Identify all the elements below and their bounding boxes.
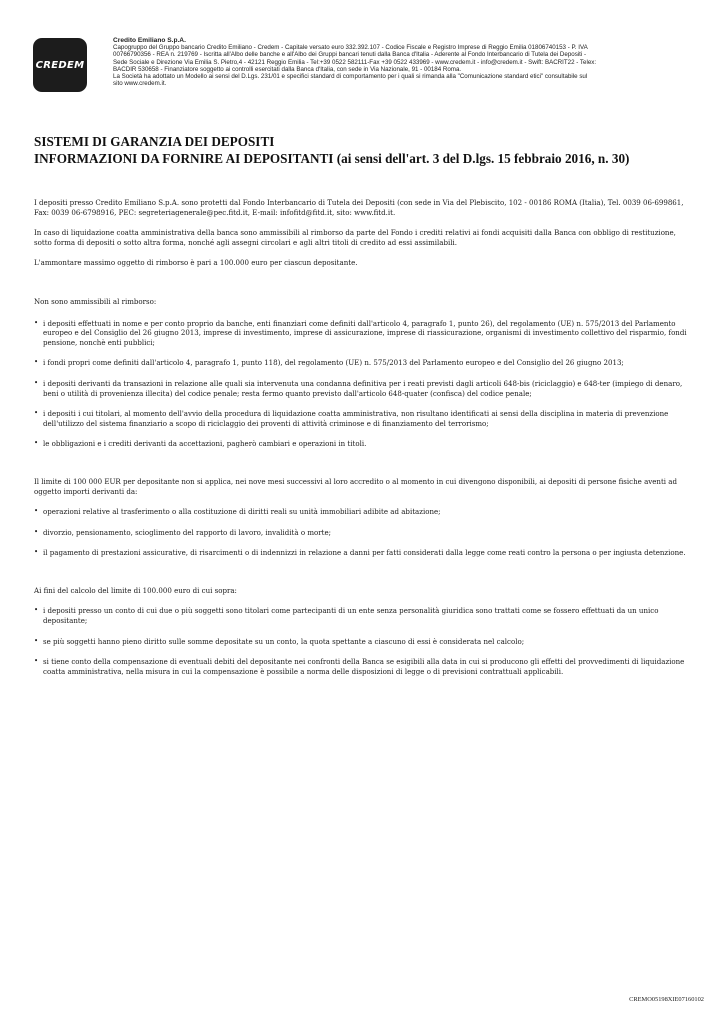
document-body (34, 198, 692, 676)
intro-paragraph-3: L'ammontare massimo oggetto di rimborso è pari a 100.000 euro per ciascun depositante. (34, 258, 358, 268)
company-info-line: Sede Sociale e Direzione Via Emilia S. Pietro,4 - 42121 Reggio Emilia - Tel:+39 0522 582111-Fax +39 0522 433969 - www.credem.it - info@credem.it - Swift: BACRIT22 - Telex: (113, 58, 597, 66)
title-line-2: INFORMAZIONI DA FORNIRE AI DEPOSITANTI (ai sensi dell'art. 3 del D.lgs. 15 febbraio 2016, n. 30) (34, 151, 630, 166)
list-item: • il pagamento di prestazioni assicurative, di risarcimenti o di indennizzi in relazione a danni per fatti considerati dalla legge come reati contro la persona o per ingiusta detenzione. (34, 548, 692, 558)
limit-exceptions-heading: Il limite di 100 000 EUR per depositante non si applica, nei nove mesi successivi al loro accredito o al momento in cui divengono disponibili, ai depositi di persone fisiche aventi ad oggetto importi derivanti da: (34, 476, 677, 496)
document-title (34, 133, 694, 167)
intro-paragraph-2: In caso di liquidazione coatta amministrativa della banca sono ammissibili al rimborso da parte del Fondo i crediti relativi ai fondi acquisiti dalla Banca con obbligo di restituzione, sotto forma di depositi o sotto altra forma, nonché agli assegni circolari e agli altri titoli di credito ad essi assimilabili. (34, 228, 676, 247)
document-code: CREMO05198XIE07160102 (629, 996, 704, 1003)
company-info-line: BACDIR 530658 - Finanziatore soggetto ai controlli esercitati dalla Banca d'Italia, con sede in Via Nazionale, 91 - 00184 Roma. (113, 65, 462, 73)
list-item: • i depositi derivanti da transazioni in relazione alle quali sia intervenuta una condanna definitiva per i reati previsti dagli articoli 648-bis (riciclaggio) e 648-ter (impiego di denaro, beni o utilità di provenienza illecita) del codice penale; resta fermo quanto previsto dall'articolo 648-quater (confisca) del codice penale; (34, 379, 692, 398)
exclusions-list (34, 319, 692, 449)
list-item: • operazioni relative al trasferimento o alla costituzione di diritti reali su unità immobiliari adibite ad abitazione; (34, 507, 692, 517)
list-item: • se più soggetti hanno pieno diritto sulle somme depositate su un conto, la quota spettante a ciascuno di essi è considerata nel calcolo; (34, 637, 692, 647)
company-info-line: 00766790356 - REA n. 219769 - Iscritta all'Albo delle banche e all'Albo dei Gruppi bancari tenuti dalla Banca d'Italia - Aderente al Fondo Interbancario di Tutela dei Depositi - (113, 51, 587, 59)
title-line-1: SISTEMI DI GARANZIA DEI DEPOSITI (34, 134, 275, 149)
company-name: Credito Emiliano S.p.A. (113, 37, 186, 44)
exclusions-heading: Non sono ammissibili al rimborso: (34, 296, 157, 306)
company-info-line: Capogruppo del Gruppo bancario Credito Emiliano - Credem - Capitale versato euro 332.392.107 - Codice Fiscale e Registro Imprese di Reggio Emilia 01806740153 - P. IVA (113, 44, 588, 52)
list-item: • i depositi i cui titolari, al momento dell'avvio della procedura di liquidazione coatta amministrativa, non risultano identificati ai sensi della disciplina in materia di prevenzione dell'utilizzo del sistema finanziario a scopo di riciclaggio dei proventi di attività criminose e di finanziamento del terrorismo; (34, 409, 692, 428)
limit-exceptions-list (34, 507, 692, 558)
calculation-list (34, 606, 692, 676)
list-item: • le obbligazioni e i crediti derivanti da accettazioni, pagherò cambiari e operazioni in titoli. (34, 439, 692, 449)
list-item: • divorzio, pensionamento, scioglimento del rapporto di lavoro, invalidità o morte; (34, 528, 692, 538)
list-item: • si tiene conto della compensazione di eventuali debiti del depositante nei confronti della Banca se esigibili alla data in cui si producono gli effetti del provvedimenti di liquidazione coatta amministrativa, nella misura in cui la compensazione è possibile a norma delle disposizioni di legge o di previsioni contrattuali applicabili. (34, 657, 692, 676)
calculation-heading: Ai fini del calcolo del limite di 100.000 euro di cui sopra: (34, 585, 237, 595)
company-info-line: La Società ha adottato un Modello ai sensi del D.Lgs. 231/01 e specifici standard di comportamento per i quali si rimanda alla "Comunicazione standard etici" consultabile sul (113, 73, 588, 81)
list-item: • i depositi presso un conto di cui due o più soggetti sono titolari come partecipanti di un ente senza personalità giuridica sono trattati come se fossero effettuati da un unico depositante; (34, 606, 692, 625)
list-item: • i fondi propri come definiti dall'articolo 4, paragrafo 1, punto 118), del regolamento (UE) n. 575/2013 del Parlamento europeo e del Consiglio del 26 giugno 2013; (34, 358, 692, 368)
intro-paragraph-1: I depositi presso Credito Emiliano S.p.A. sono protetti dal Fondo Interbancario di Tutela dei Depositi (con sede in Via del Plebiscito, 102 - 00186 ROMA (Italia), Tel. 0039 06-699861, Fax: 0039 06-6798916, PEC: segreteriagenerale@pec.fitd.it, E-mail: infofitd@fitd.it, sito: www.fitd.it. (34, 198, 684, 217)
credem-logo (33, 38, 87, 92)
logo-text: CREDEM (35, 59, 85, 71)
company-info-line: sito www.credem.it. (113, 80, 167, 88)
company-info-block (113, 37, 698, 87)
list-item: • i depositi effettuati in nome e per conto proprio da banche, enti finanziari come definiti dall'articolo 4, paragrafo 1, punto 26), del regolamento (UE) n. 575/2013 del Parlamento europeo e del Consiglio del 26 giugno 2013, imprese di investimento, imprese di assicurazione, imprese di riassicurazione, organismi di investimento collettivo del risparmio, fondi pensione, nonchè enti pubblici; (34, 319, 692, 348)
